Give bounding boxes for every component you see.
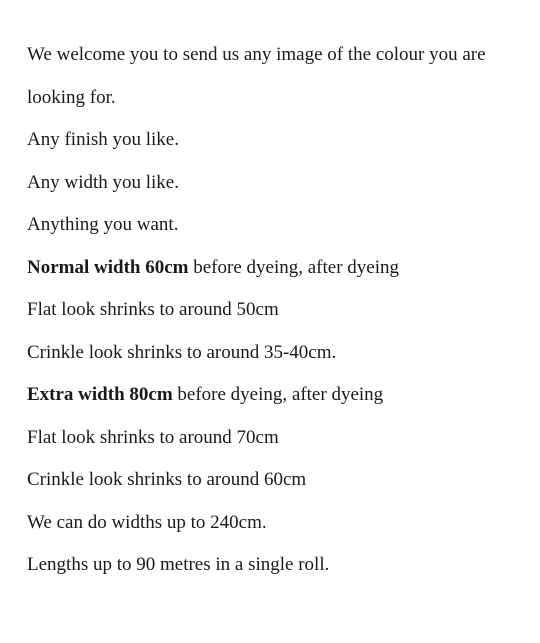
widths-up-to-line: We can do widths up to 240cm. xyxy=(27,511,267,533)
width-line: Any width you like. xyxy=(27,171,179,193)
extra-width-heading xyxy=(27,384,513,405)
lengths-line: Lengths up to 90 metres in a single roll. xyxy=(27,554,330,575)
normal-width-heading xyxy=(27,257,513,278)
normal-width-bold: Normal width 60cm xyxy=(27,256,189,278)
normal-crinkle-line: Crinkle look shrinks to around 35-40cm. xyxy=(27,341,337,363)
anything-line: Anything you want. xyxy=(27,214,179,235)
normal-width-rest: before dyeing, after dyeing xyxy=(188,256,399,278)
extra-width-rest: before dyeing, after dyeing xyxy=(172,384,384,405)
extra-flat-line: Flat look shrinks to around 70cm xyxy=(27,426,279,448)
extra-crinkle-line: Crinkle look shrinks to around 60cm xyxy=(27,469,307,490)
intro-paragraph: We welcome you to send us any image of the colour you are looking for. xyxy=(27,44,486,108)
finish-line: Any finish you like. xyxy=(27,129,179,150)
normal-flat-line: Flat look shrinks to around 50cm xyxy=(27,299,279,320)
extra-width-bold: Extra width 80cm xyxy=(27,384,173,405)
